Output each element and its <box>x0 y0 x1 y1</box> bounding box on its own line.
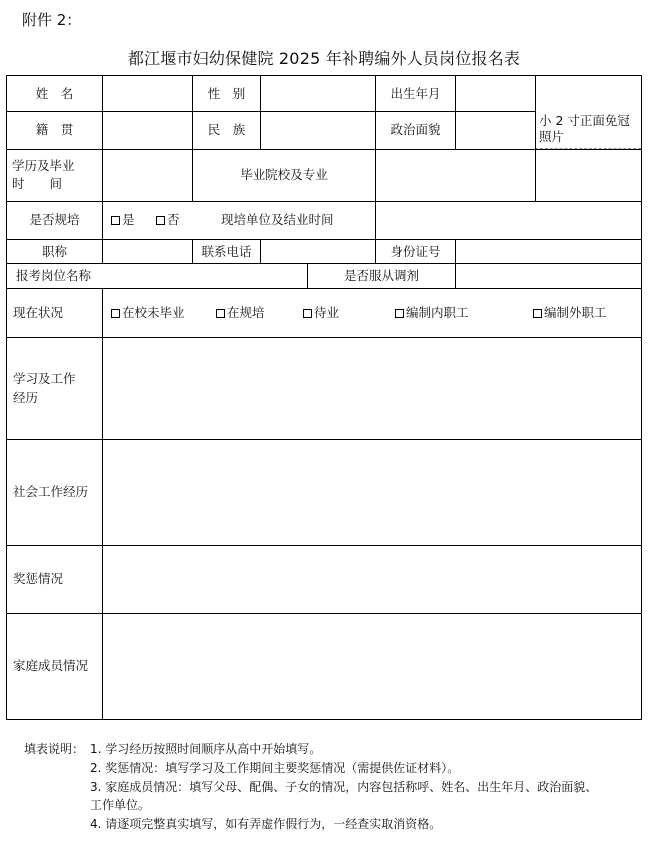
checkbox[interactable] <box>395 309 404 318</box>
note-item: 2. 奖惩情况：填写学习及工作期间主要奖惩情况（需提供佐证材料）。 <box>90 761 460 775</box>
social-work-label: 社会工作经历 <box>13 484 89 499</box>
id-number-label: 身份证号 <box>390 244 441 259</box>
name-label: 姓 名 <box>35 86 74 101</box>
col-line <box>260 239 261 263</box>
ethnicity-label: 民 族 <box>207 122 246 137</box>
status-option-staff[interactable]: 编制内职工 <box>395 305 469 321</box>
notes-title: 填表说明： <box>24 742 85 756</box>
col-line <box>102 288 103 720</box>
birth-label: 出生年月 <box>390 86 441 101</box>
training-label: 是否规培 <box>29 212 80 227</box>
checkbox[interactable] <box>111 216 120 225</box>
phone-label: 联系电话 <box>201 244 252 259</box>
checkbox[interactable] <box>303 309 312 318</box>
col-line <box>375 201 376 239</box>
study-work-label-line2: 经历 <box>13 390 39 405</box>
origin-label: 籍 贯 <box>35 122 74 137</box>
photo-note: 小 2 寸正面免冠照片 <box>539 113 630 144</box>
training-unit-label: 现培单位及结业时间 <box>221 212 334 227</box>
col-line <box>535 76 536 201</box>
col-line <box>375 149 376 201</box>
education-label: 学历及毕业 <box>12 158 75 173</box>
status-option-contract[interactable]: 编制外职工 <box>533 305 607 321</box>
col-line <box>455 76 456 149</box>
registration-form <box>6 75 642 720</box>
title-label: 职称 <box>41 244 67 259</box>
awards-label: 奖惩情况 <box>13 571 64 586</box>
adjust-label: 是否服从调剂 <box>343 268 419 283</box>
school-label: 毕业院校及专业 <box>240 167 328 182</box>
col-line <box>102 76 103 263</box>
attachment-label: 附件 2： <box>22 11 82 29</box>
note-item: 工作单位。 <box>90 798 151 812</box>
study-work-label: 学习及工作 <box>13 371 76 386</box>
position-label: 报考岗位名称 <box>16 268 92 283</box>
status-option-student[interactable]: 在校未毕业 <box>111 305 185 321</box>
page-title: 都江堰市妇幼保健院 2025 年补聘编外人员岗位报名表 <box>127 49 521 68</box>
status-option-unemployed[interactable]: 待业 <box>303 305 339 321</box>
family-label: 家庭成员情况 <box>13 658 89 673</box>
checkbox[interactable] <box>216 309 225 318</box>
note-item: 3. 家庭成员情况：填写父母、配偶、子女的情况，内容包括称呼、姓名、出生年月、政治面貌、 <box>90 780 598 794</box>
col-line <box>260 76 261 149</box>
col-line <box>455 239 456 263</box>
note-item: 1. 学习经历按照时间顺序从高中开始填写。 <box>90 742 322 756</box>
checkbox[interactable] <box>111 309 120 318</box>
gender-label: 性 别 <box>207 86 246 101</box>
status-label: 现在状况 <box>13 305 64 320</box>
checkbox[interactable] <box>156 216 165 225</box>
training-yes-option[interactable]: 是 <box>111 212 135 228</box>
col-line <box>455 263 456 288</box>
photo-dash-line <box>535 148 641 149</box>
checkbox[interactable] <box>533 309 542 318</box>
row-line <box>7 263 641 264</box>
status-option-training[interactable]: 在规培 <box>216 305 265 321</box>
note-item: 4. 请逐项完整真实填写，如有弄虚作假行为，一经查实取消资格。 <box>90 817 442 831</box>
training-no-option[interactable]: 否 <box>156 212 180 228</box>
education-label-time: 时 间 <box>12 176 63 191</box>
politics-label: 政治面貌 <box>390 122 441 137</box>
